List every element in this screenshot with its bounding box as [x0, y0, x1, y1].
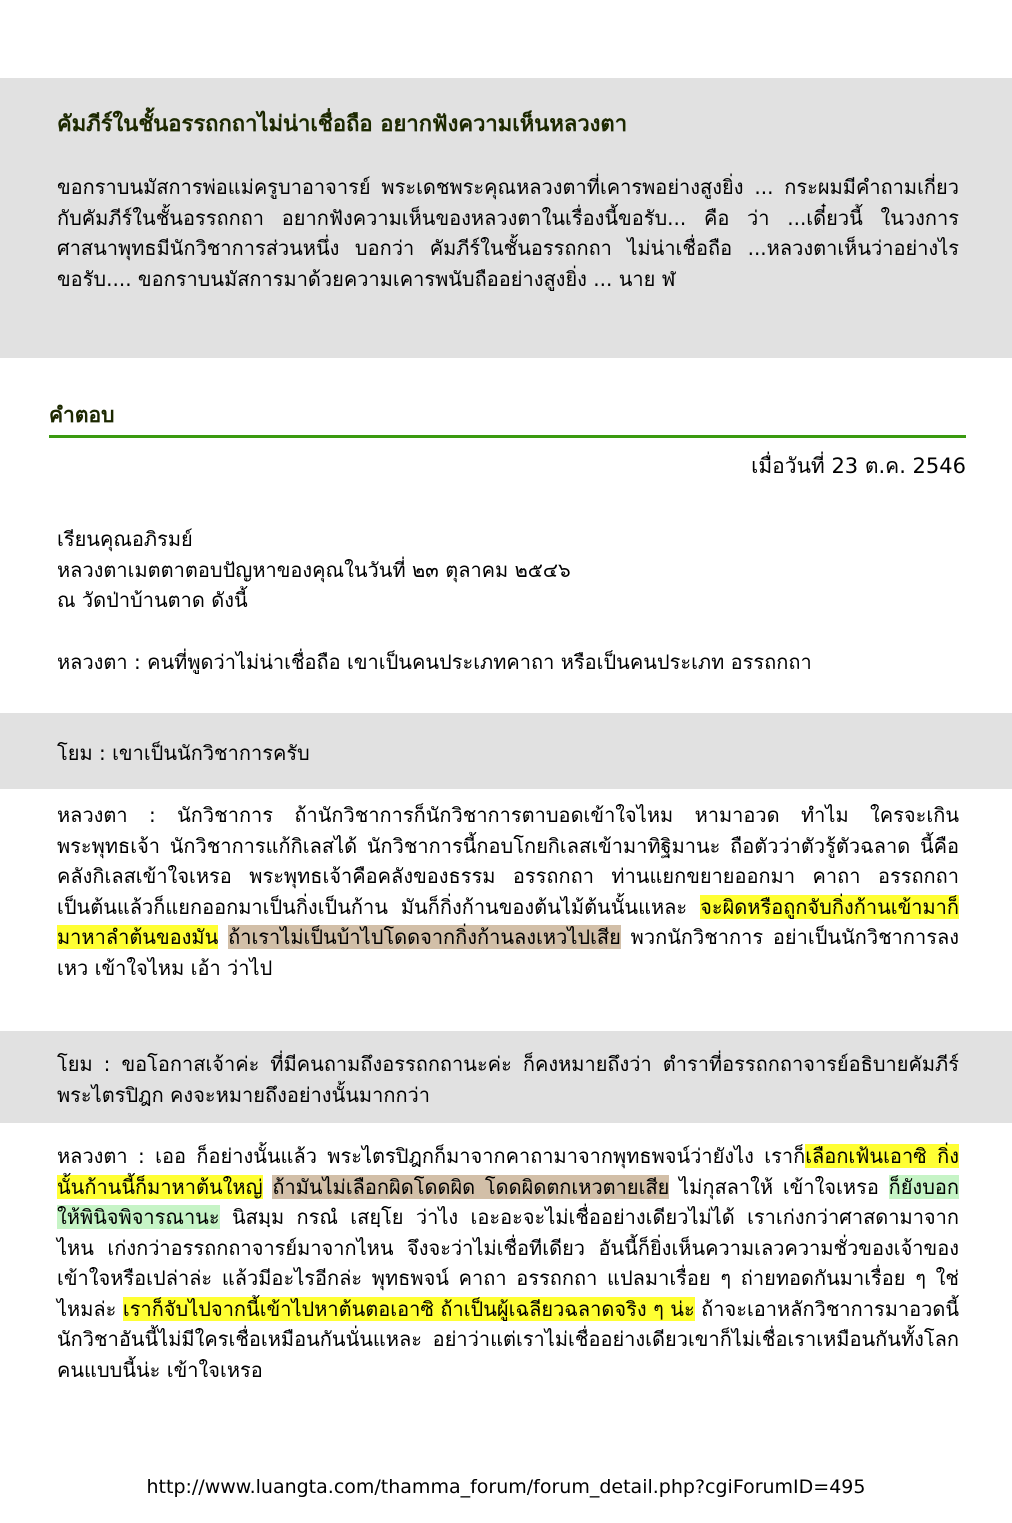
text-segment: โยม : เขาเป็นนักวิชาการครับ: [57, 741, 310, 765]
text-segment: หลวงตา : นักวิชาการ ถ้านักวิชาการก็นักวิชาการตาบอดเข้าใจไหม หามาอวด ทำไม ใครจะเกินพระพุทธเจ้า นักวิชาการแก้กิเลสได้ นักวิชาการนี้กอบโกยกิเลสเข้ามาทิฐิมานะ ถือตัวว่าตัวรู้ตัวฉลาด นี้คือคลังกิเลสเข้าใจเหรอ พระพุทธเจ้าคือคลังของธรรม อรรถกถา ท่านแยกขยายออกมา คาถา อรรถกถา เป็นต้นแล้วก็แยกออกมาเป็นกิ่งเป็นก้าน มันก็กิ่งก้านของต้นไม้ต้นนั้นแหละ: [57, 803, 959, 919]
highlight-yellow: เลือกเฟ้นเอาซิ กิ่งนั้นก้านนี้ก็มาหาต้นใหญ่: [57, 1144, 960, 1199]
text-segment: นิสมฺม กรณํ เสยฺโย ว่าไง เอะอะจะไม่เชื่ออย่างเดียวไม่ได้ เราเก่งกว่าศาสดามาจากไหน เก่งกว่าอรรถกถาจารย์มาจากไหน จึงจะว่าไม่เชื่อทีเดียว อันนี้ก็ยิ่งเห็นความเลวความชั่วของเจ้าของเข้าใจหรือเปล่าล่ะ แล้วมีอะไรอีกล่ะ พุทธพจน์ คาถา อรรถกถา แปลมาเรื่อย ๆ ถ่ายทอดกันมาเรื่อย ๆ ใช่ไหมล่ะ: [57, 1205, 959, 1321]
text-segment: [218, 925, 228, 949]
text-segment: ถ้าจะเอาหลักวิชาการมาอวดนี้ นักวิชาอันนี้ไม่มีใครเชื่อเหมือนกันนั่นแหละ อย่าว่าแต่เราไม่เชื่ออย่างเดียวเขาก็ไม่เชื่อเราเหมือนกันทั้งโลกคนแบบนี้น่ะ เข้าใจเหรอ: [57, 1296, 960, 1382]
dialogue-paragraph: [57, 647, 959, 678]
dialogue-paragraph: [57, 800, 959, 983]
greeting-line: เรียนคุณอภิรมย์: [57, 527, 193, 551]
answer-label: คำตอบ: [49, 403, 115, 427]
highlight-yellow: เราก็จับไปจากนี้เข้าไปหาต้นตอเอาซิ ถ้าเป็นผู้เฉลียวฉลาดจริง ๆ น่ะ: [122, 1296, 695, 1321]
highlight-green: ก็ยังบอกให้พินิจพิจารณานะ: [57, 1174, 960, 1229]
text-segment: โยม : ขอโอกาสเจ้าค่ะ ที่มีคนถามถึงอรรถกถานะค่ะ ก็คงหมายถึงว่า ตำราที่อรรถกถาจารย์อธิบายคัมภีร์พระไตรปิฎก คงจะหมายถึงอย่างนั้นมากกว่า: [57, 1052, 959, 1107]
text-segment: หลวงตา : คนที่พูดว่าไม่น่าเชื่อถือ เขาเป็นคนประเภทคาถา หรือเป็นคนประเภท อรรถกถา: [57, 650, 812, 674]
dialogue-paragraph: [57, 738, 959, 769]
source-url: http://www.luangta.com/thamma_forum/forum_detail.php?cgiForumID=495: [146, 1476, 866, 1498]
greeting-block: [57, 524, 959, 616]
dialogue-paragraph: [57, 1049, 959, 1110]
text-segment: หลวงตา : เออ ก็อย่างนั้นแล้ว พระไตรปิฎกก็มาจากคาถามาจากพุทธพจน์ว่ายังไง เราก็: [57, 1144, 806, 1168]
highlight-brown: ถ้ามันไม่เลือกผิดโดดผิด โดดผิดตกเหวตายเสีย: [272, 1174, 670, 1199]
highlight-brown: ถ้าเราไม่เป็นบ้าไปโดดจากกิ่งก้านลงเหวไปเสีย: [228, 925, 621, 949]
text-segment: ไม่กุสลาให้ เข้าใจเหรอ: [669, 1174, 889, 1199]
answer-date: เมื่อวันที่ 23 ต.ค. 2546: [751, 454, 966, 478]
greeting-line: หลวงตาเมตตาตอบปัญหาของคุณในวันที่ ๒๓ ตุลาคม ๒๕๔๖: [57, 557, 571, 582]
answer-divider: [49, 435, 966, 438]
question-title: คัมภีร์ในชั้นอรรถกถาไม่น่าเชื่อถือ อยากฟังความเห็นหลวงตา: [57, 112, 628, 137]
text-segment: พวกนักวิชาการ อย่าเป็นนักวิชาการลงเหว เข้าใจไหม เอ้า ว่าไป: [57, 925, 959, 980]
highlight-yellow: จะผิดหรือถูกจับกิ่งก้านเข้ามาก็มาหาลำต้นของมัน: [57, 894, 959, 949]
dialogue-paragraph: [57, 1141, 959, 1385]
text-segment: [263, 1175, 273, 1199]
question-body: ขอกราบนมัสการพ่อแม่ครูบาอาจารย์ พระเดชพระคุณหลวงตาที่เคารพอย่างสูงยิ่ง ... กระผมมีคำถามเกี่ยวกับคัมภีร์ในชั้นอรรถกถา อยากฟังความเห็นของหลวงตาในเรื่องนี้ขอรับ... คือ ว่า ...เดี๋ยวนี้ ในวงการศาสนาพุทธมีนักวิชาการส่วนหนึ่ง บอกว่า คัมภีร์ในชั้นอรรถกถา ไม่น่าเชื่อถือ ...หลวงตาเห็นว่าอย่างไรขอรับ.... ขอกราบนมัสการมาด้วยความเคารพนับถืออย่างสูงยิ่ง ... นาย ฬ: [57, 175, 959, 291]
greeting-line: ณ วัดป่าบ้านตาด ดังนี้: [57, 588, 248, 612]
